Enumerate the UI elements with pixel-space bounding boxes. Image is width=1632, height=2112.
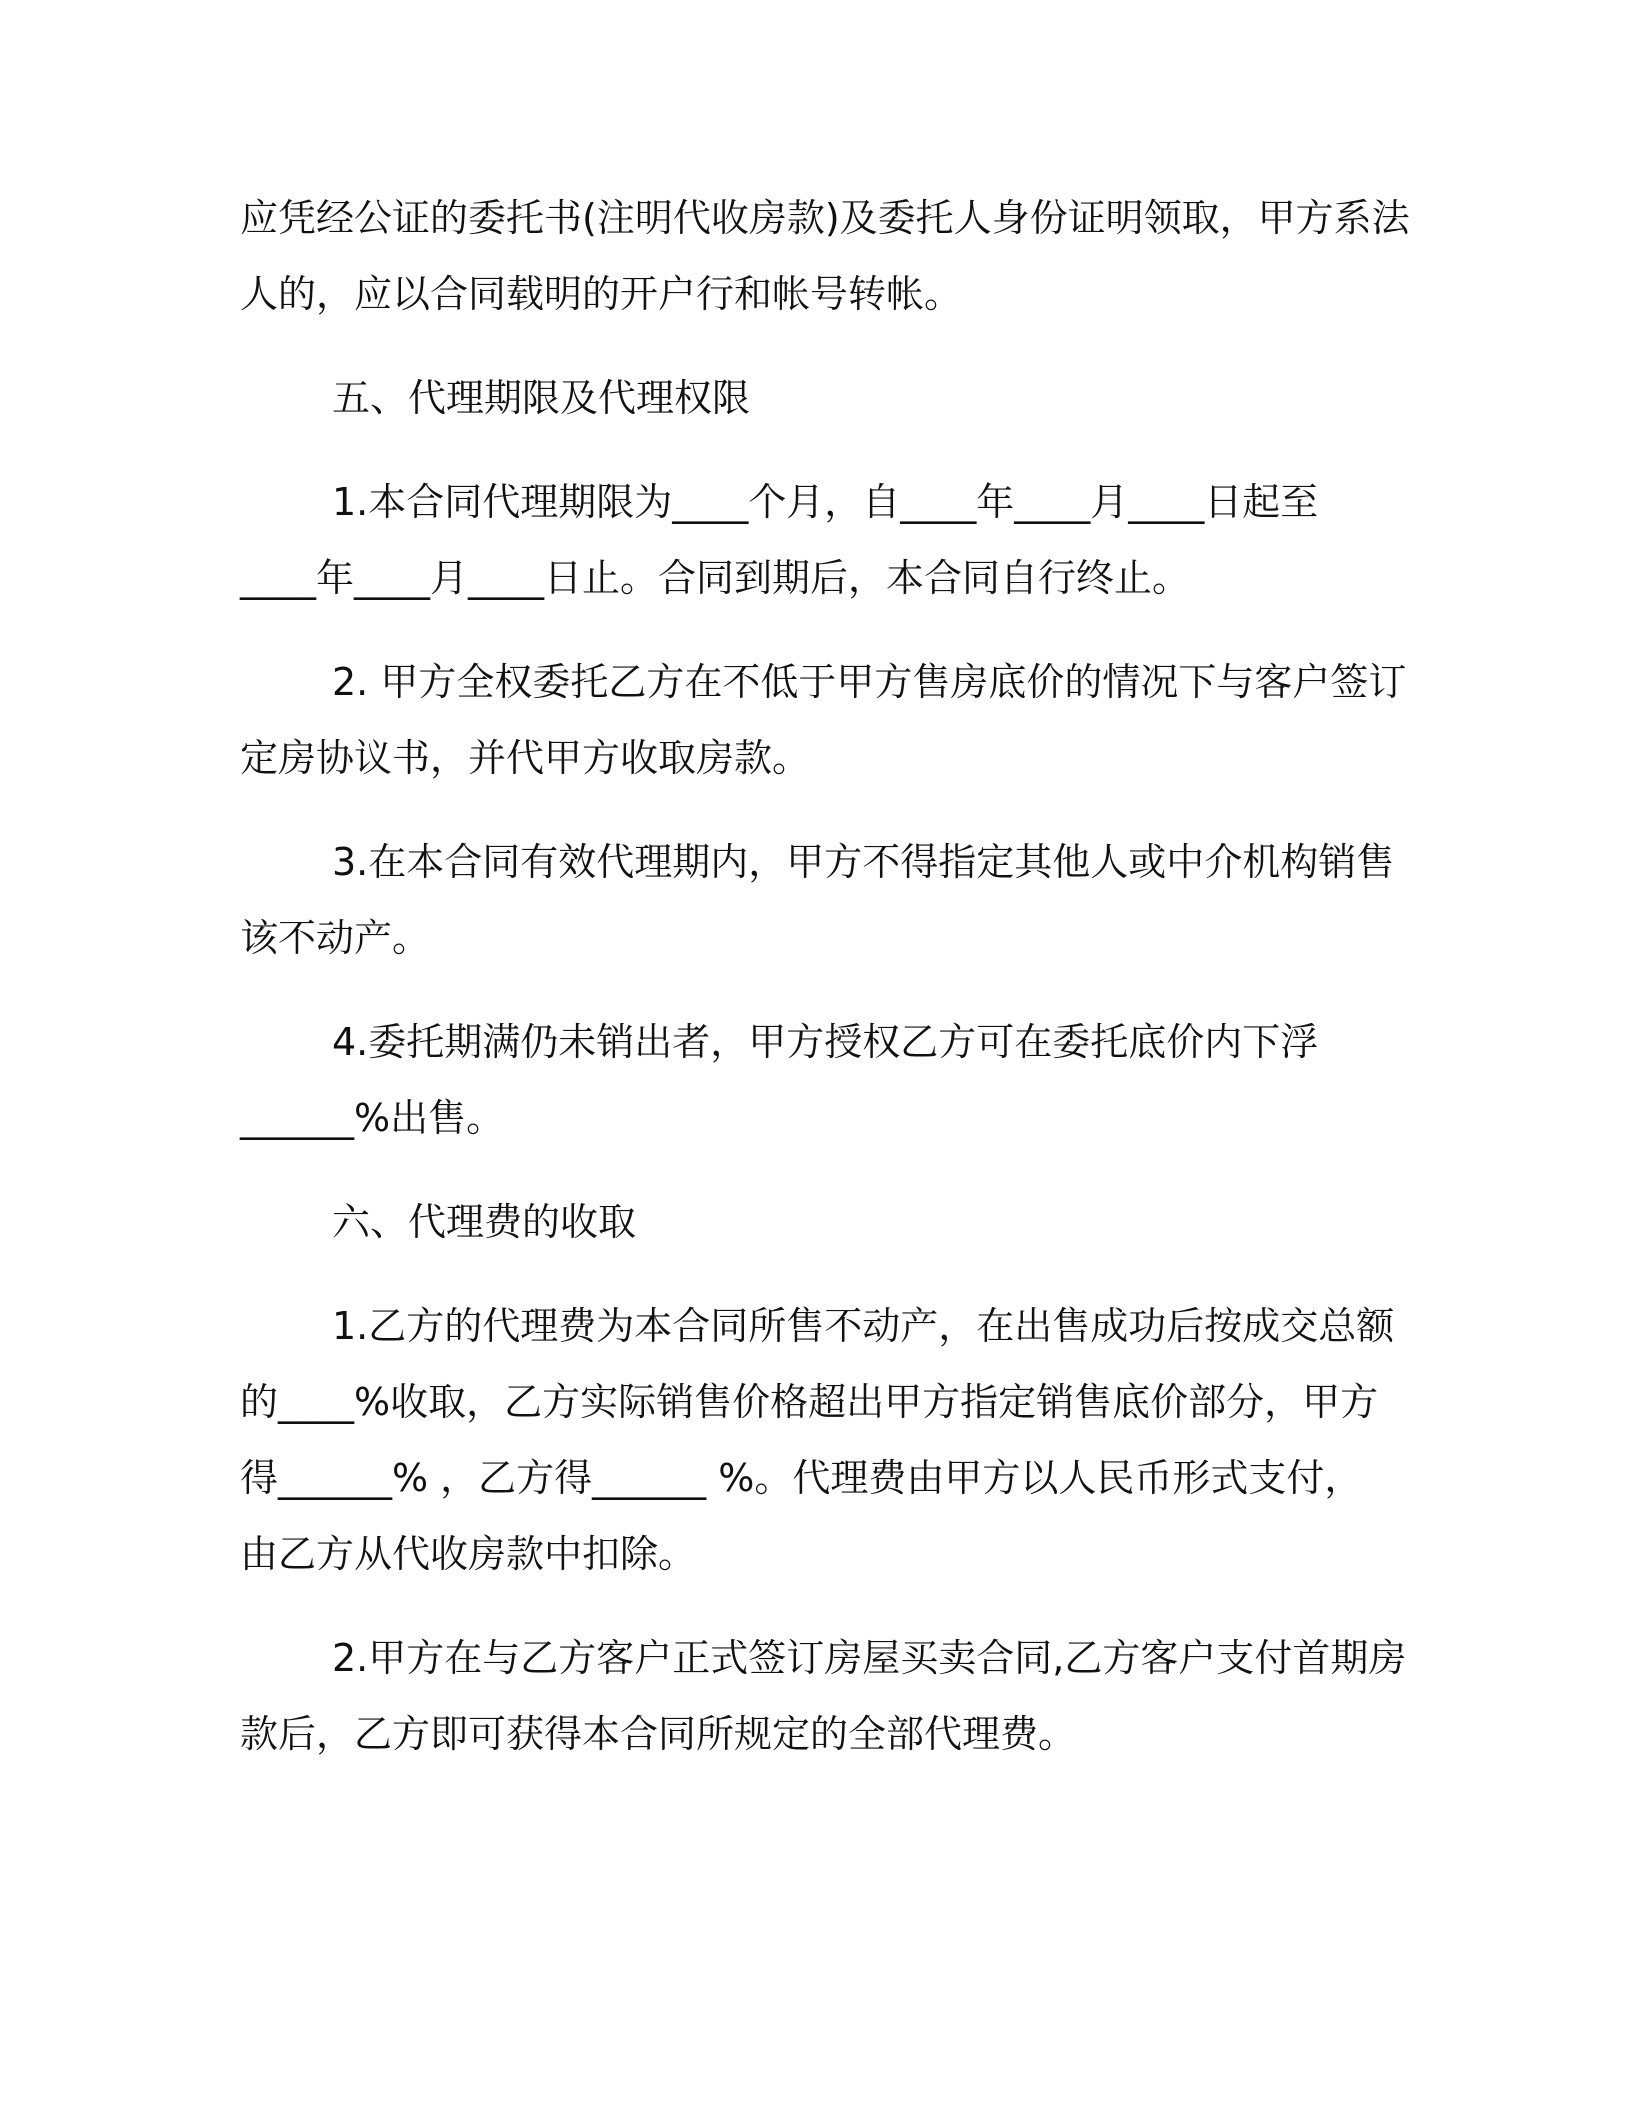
clause-6-1-line-1: 1.乙方的代理费为本合同所售不动产，在出售成功后按成交总额 (332, 1304, 1395, 1348)
clause-5-4-line-1: 4.委托期满仍未销出者，甲方授权乙方可在委托底价内下浮 (332, 1020, 1319, 1064)
clause-6-1-line-3: 得______% ，乙方得______ %。代理费由甲方以人民币形式支付， (240, 1456, 1363, 1500)
section-five-heading: 五、代理期限及代理权限 (332, 376, 751, 420)
clause-5-4-line-2: ______%出售。 (240, 1096, 505, 1140)
clause-5-1-line-2: ____年____月____日止。合同到期后，本合同自行终止。 (240, 556, 1191, 600)
clause-6-1-line-4: 由乙方从代收房款中扣除。 (240, 1532, 697, 1576)
clause-5-1-line-1: 1.本合同代理期限为____个月，自____年____月____日起至 (332, 480, 1319, 524)
paragraph-continuation-line-2: 人的，应以合同载明的开户行和帐号转帐。 (240, 272, 963, 316)
clause-6-2-line-1: 2.甲方在与乙方客户正式签订房屋买卖合同,乙方客户支付首期房 (332, 1636, 1407, 1680)
section-six-heading: 六、代理费的收取 (332, 1200, 637, 1244)
clause-5-2-line-1: 2. 甲方全权委托乙方在不低于甲方售房底价的情况下与客户签订 (332, 660, 1407, 704)
clause-6-1-line-2: 的____%收取，乙方实际销售价格超出甲方指定销售底价部分，甲方 (240, 1380, 1379, 1424)
clause-6-2-line-2: 款后，乙方即可获得本合同所规定的全部代理费。 (240, 1712, 1077, 1756)
clause-5-3-line-2: 该不动产。 (240, 916, 431, 960)
clause-5-2-line-2: 定房协议书，并代甲方收取房款。 (240, 736, 811, 780)
clause-5-3-line-1: 3.在本合同有效代理期内，甲方不得指定其他人或中介机构销售 (332, 840, 1395, 884)
paragraph-continuation-line-1: 应凭经公证的委托书(注明代收房款)及委托人身份证明领取，甲方系法 (240, 196, 1410, 240)
